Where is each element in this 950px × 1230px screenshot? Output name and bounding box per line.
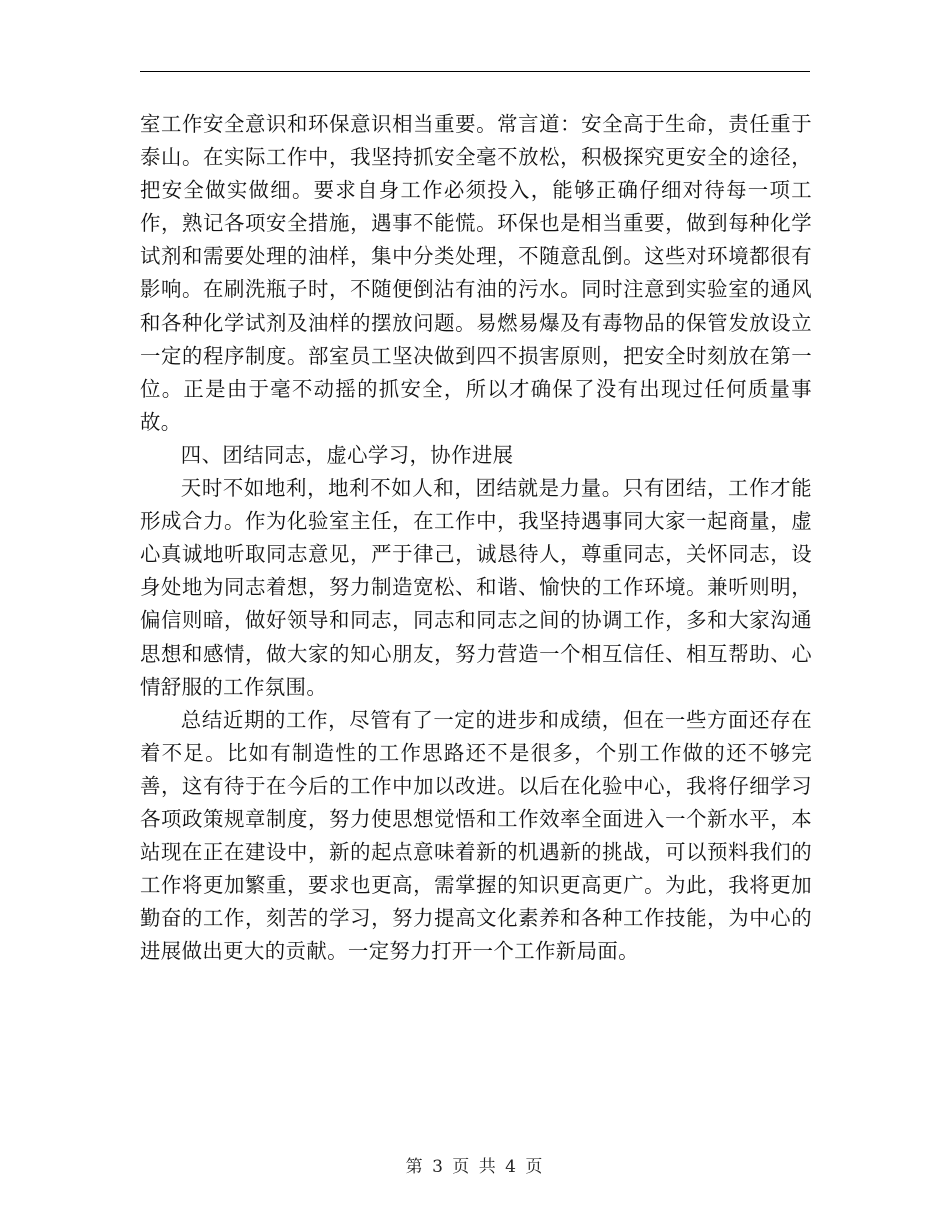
- document-body: [140, 108, 812, 968]
- paragraph-safety-environment: 室工作安全意识和环保意识相当重要。常言道：安全高于生命，责任重于泰山。在实际工作中，我坚持抓安全毫不放松，积极探究更安全的途径，把安全做实做细。要求自身工作必须投入，能够正确仔细对待每一项工作，熟记各项安全措施，遇事不能慌。环保也是相当重要，做到每种化学试剂和需要处理的油样，集中分类处理，不随意乱倒。这些对环境都很有影响。在刷洗瓶子时，不随便倒沾有油的污水。同时注意到实验室的通风和各种化学试剂及油样的摆放问题。易燃易爆及有毒物品的保管发放设立一定的程序制度。部室员工坚决做到四不损害原则，把安全时刻放在第一位。正是由于毫不动摇的抓安全，所以才确保了没有出现过任何质量事故。: [140, 112, 812, 434]
- paragraph-unity: 天时不如地利，地利不如人和，团结就是力量。只有团结，工作才能形成合力。作为化验室主任，在工作中，我坚持遇事同大家一起商量，虚心真诚地听取同志意见，严于律己，诚恳待人，尊重同志，关怀同志，设身处地为同志着想，努力制造宽松、和谐、愉快的工作环境。兼听则明，偏信则暗，做好领导和同志，同志和同志之间的协调工作，多和大家沟通思想和感情，做大家的知心朋友，努力营造一个相互信任、相互帮助、心情舒服的工作氛围。: [140, 476, 812, 699]
- section-heading-unity: 四、团结同志，虚心学习，协作进展: [180, 442, 514, 467]
- header-rule: [140, 71, 810, 72]
- paragraph-summary: 总结近期的工作，尽管有了一定的进步和成绩，但在一些方面还存在着不足。比如有制造性的工作思路还不是很多，个别工作做的还不够完善，这有待于在今后的工作中加以改进。以后在化验中心，我将仔细学习各项政策规章制度，努力使思想觉悟和工作效率全面进入一个新水平，本站现在正在建设中，新的起点意味着新的机遇新的挑战，可以预料我们的工作将更加繁重，要求也更高，需掌握的知识更高更广。为此，我将更加勤奋的工作，刻苦的学习，努力提高文化素养和各种工作技能，为中心的进展做出更大的贡献。一定努力打开一个工作新局面。: [140, 707, 812, 964]
- page-number: 第 3 页 共 4 页: [405, 1157, 545, 1177]
